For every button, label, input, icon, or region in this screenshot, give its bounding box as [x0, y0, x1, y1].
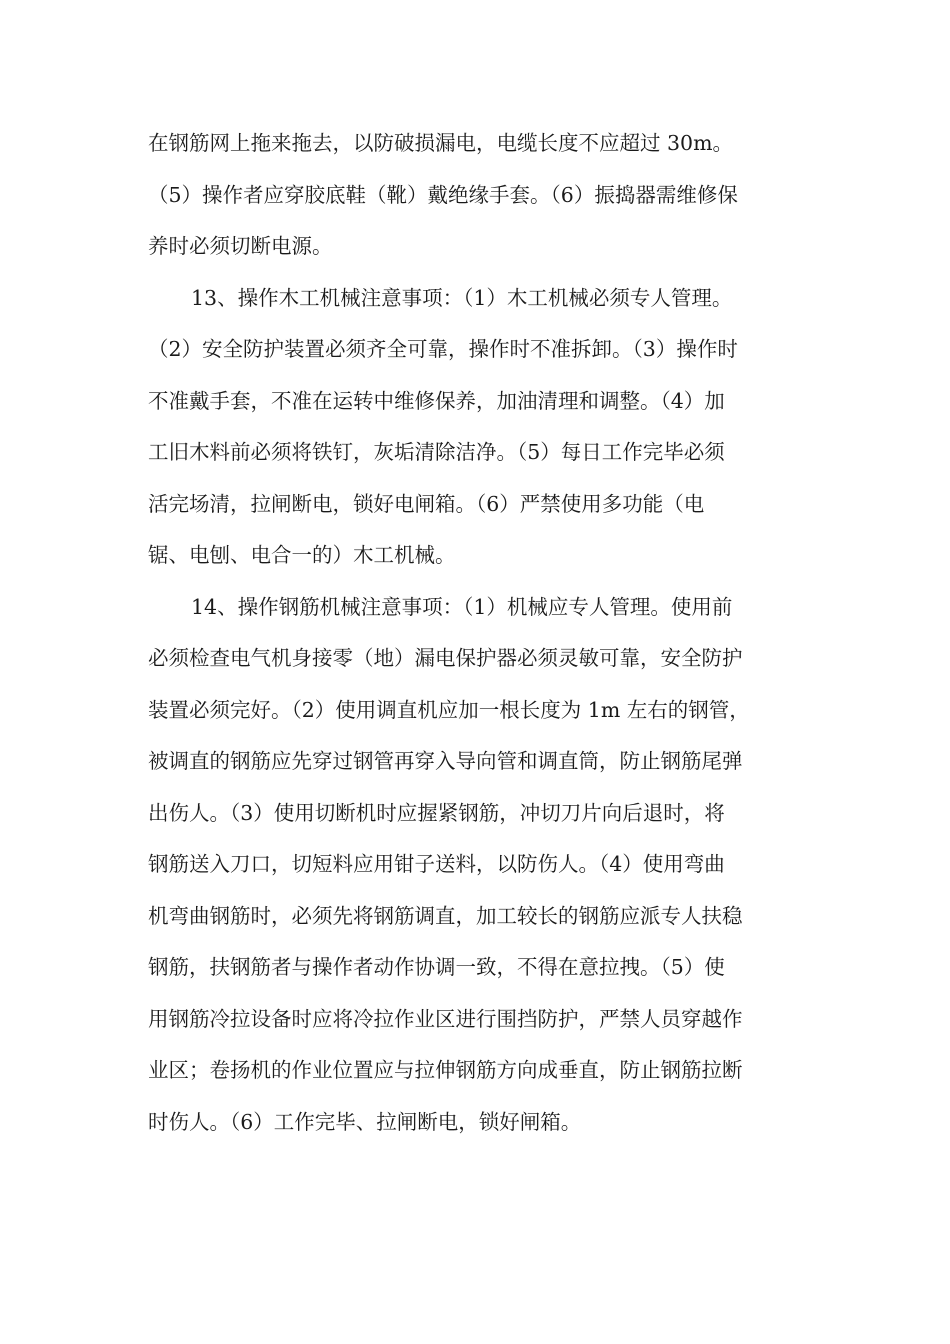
text-line: 活完场清，拉闸断电，锁好电闸箱。（6）严禁使用多功能（电: [148, 491, 705, 516]
text-line: 锯、电刨、电合一的）木工机械。: [148, 543, 456, 567]
text-line: 出伤人。（3）使用切断机时应握紧钢筋，冲切刀片向后退时，将: [148, 800, 725, 825]
text-line: 时伤人。（6）工作完毕、拉闸断电，锁好闸箱。: [148, 1109, 582, 1134]
text-line: 养时必须切断电源。: [148, 234, 333, 258]
text-line: 钢筋送入刀口，切短料应用钳子送料，以防伤人。（4）使用弯曲: [148, 852, 725, 876]
document-body: [148, 118, 798, 1148]
paragraph-item-14-rebar: [148, 582, 798, 1149]
paragraph-item-13-woodworking: [148, 273, 798, 582]
text-line: 钢筋，扶钢筋者与操作者动作协调一致，不得在意拉拽。（5）使: [148, 955, 725, 979]
text-line: 机弯曲钢筋时，必须先将钢筋调直，加工较长的钢筋应派专人扶稳: [148, 903, 743, 928]
paragraph-continuation-vibrator: [148, 118, 798, 273]
text-line: 13、操作木工机械注意事项：（1）木工机械必须专人管理。: [191, 285, 733, 310]
text-line: 装置必须完好。（2）使用调直机应加一根长度为 1m 左右的钢管，: [148, 697, 750, 722]
text-line: 14、操作钢筋机械注意事项：（1）机械应专人管理。使用前: [191, 594, 733, 619]
text-line: 业区；卷扬机的作业位置应与拉伸钢筋方向成垂直，防止钢筋拉断: [148, 1058, 743, 1082]
text-line: 工旧木料前必须将铁钉，灰垢清除洁净。（5）每日工作完毕必须: [148, 440, 725, 464]
text-line: （5）操作者应穿胶底鞋（靴）戴绝缘手套。（6）振捣器需维修保: [148, 182, 738, 207]
text-line: 用钢筋冷拉设备时应将冷拉作业区进行围挡防护，严禁人员穿越作: [148, 1006, 743, 1031]
text-line: （2）安全防护装置必须齐全可靠，操作时不准拆卸。（3）操作时: [148, 337, 738, 361]
text-line: 在钢筋网上拖来拖去，以防破损漏电，电缆长度不应超过 30m。: [148, 131, 734, 155]
text-line: 被调直的钢筋应先穿过钢管再穿入导向管和调直筒，防止钢筋尾弹: [148, 749, 743, 773]
text-line: 必须检查电气机身接零（地）漏电保护器必须灵敏可靠，安全防护: [148, 646, 743, 670]
text-line: 不准戴手套，不准在运转中维修保养，加油清理和调整。（4）加: [148, 388, 725, 413]
